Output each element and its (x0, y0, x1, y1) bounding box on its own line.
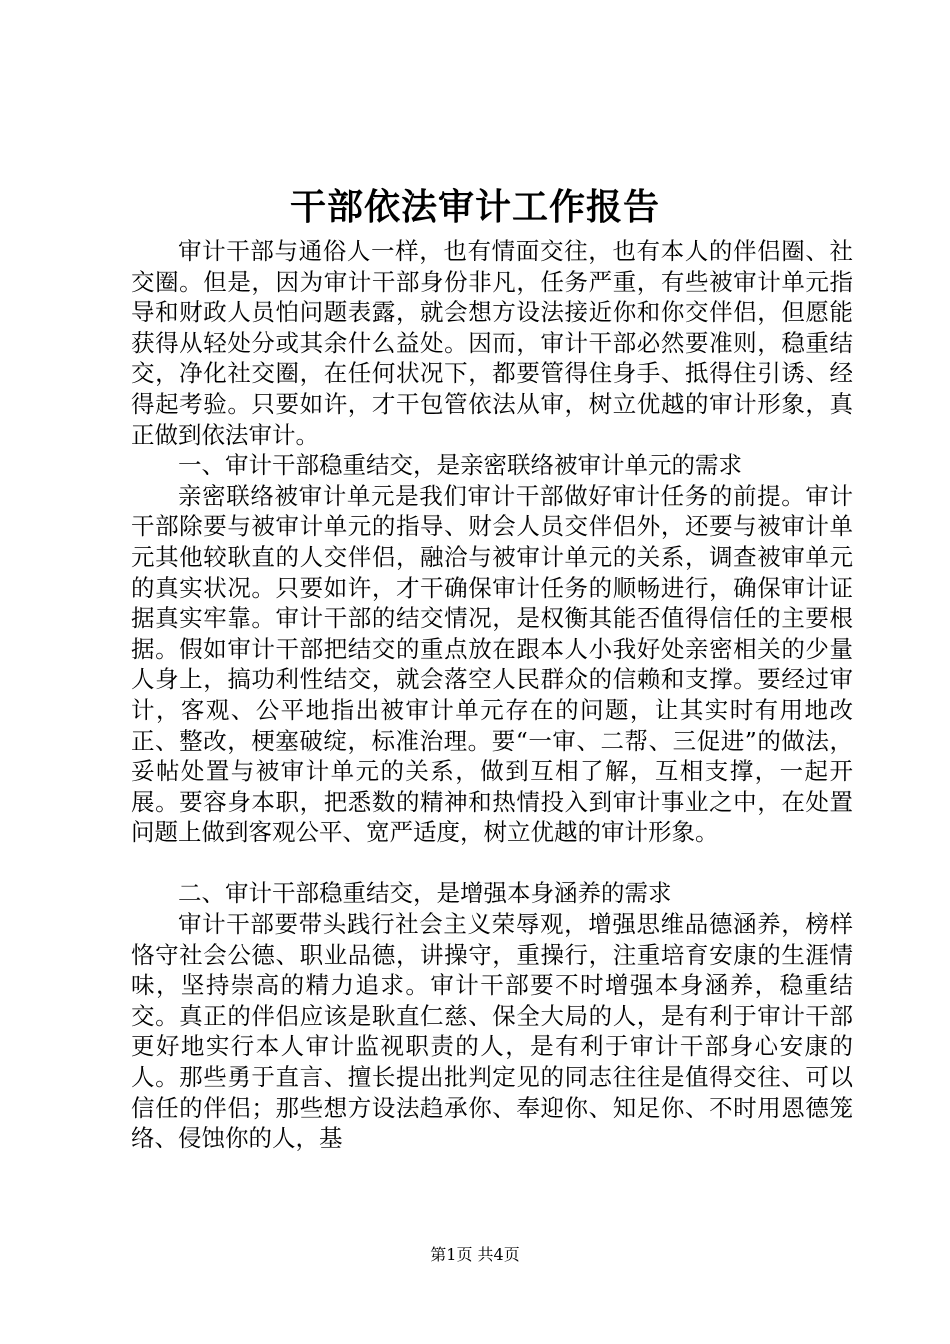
section-heading-2: 二、审计干部稳重结交，是增强本身涵养的需求 (178, 879, 672, 908)
intro-paragraph: 审计干部与通俗人一样，也有情面交往，也有本人的伴侣圈、社交圈。但是，因为审计干部身份非凡，任务严重，有些被审计单元指导和财政人员怕问题表露，就会想方设法接近你和你交伴侣，但愿能获得从轻处分或其余什么益处。因而，审计干部必然要准则，稳重结交，净化社交圈，在任何状况下，都要管得住身手、抵得住引诱、经得起考验。只要如许，才干包管依法从审，树立优越的审计形象，真正做到依法审计。 (131, 237, 853, 449)
document-body (131, 236, 853, 1154)
section-1-paragraph: 亲密联络被审计单元是我们审计干部做好审计任务的前提。审计干部除要与被审计单元的指导、财会人员交伴侣外，还要与被审计单元其他较耿直的人交伴侣，融洽与被审计单元的关系，调查被审单元的真实状况。只要如许，才干确保审计任务的顺畅进行，确保审计证据真实牢靠。审计干部的结交情况，是权衡其能否值得信任的主要根据。假如审计干部把结交的重点放在跟本人小我好处亲密相关的少量人身上，搞功利性结交，就会落空人民群众的信赖和支撑。要经过审计，客观、公平地指出被审计单元存在的问题，让其实时有用地改正、整改，梗塞破绽，标准治理。要“一审、二帮、三促进”的做法，妥帖处置与被审计单元的关系，做到互相了解，互相支撑，一起开展。要容身本职，把悉数的精神和热情投入到审计事业之中，在处置问题上做到客观公平、宽严适度，树立优越的审计形象。 (131, 481, 853, 847)
paragraph-spacer (131, 848, 853, 879)
section-2-paragraph: 审计干部要带头践行社会主义荣辱观，增强思维品德涵养，榜样恪守社会公德、职业品德，讲操守，重操行，注重培育安康的生涯情味，坚持崇高的精力追求。审计干部要不时增强本身涵养，稳重结交。真正的伴侣应该是耿直仁慈、保全大局的人，是有利于审计干部更好地实行本人审计监视职责的人，是有利于审计干部身心安康的人。那些勇于直言、擅长提出批判定见的同志往往是值得交往、可以信任的伴侣；那些想方设法趋承你、奉迎你、知足你、不时用恩德笼络、侵蚀你的人，基 (131, 910, 853, 1153)
page-number-footer: 第1页 共4页 (430, 1245, 520, 1264)
document-title: 干部依法审计工作报告 (289, 186, 660, 228)
section-heading-1: 一、审计干部稳重结交，是亲密联络被审计单元的需求 (178, 451, 742, 480)
